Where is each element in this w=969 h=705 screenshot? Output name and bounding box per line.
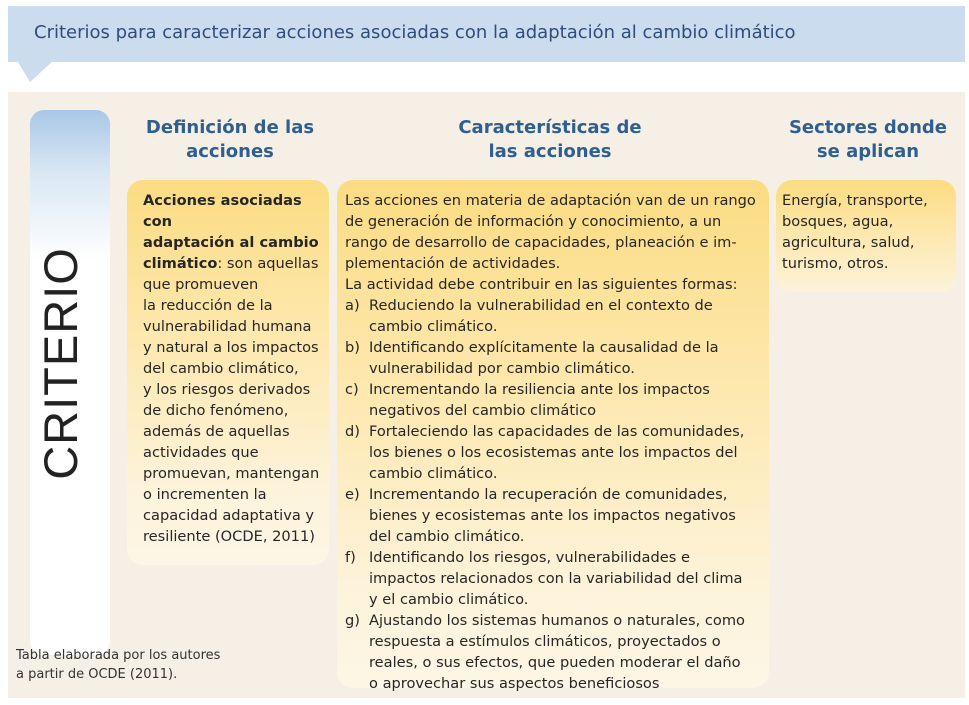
sectores-line: turismo, otros. (782, 255, 889, 272)
definicion-bold-line: Acciones asociadas con (143, 192, 302, 230)
item-text-line: impactos relacionados con la variabilidad del clima (369, 570, 743, 587)
page-title: Criterios para caracterizar acciones asociadas con la adaptación al cambio climático (34, 22, 796, 43)
definicion-line: capacidad adaptativa y (143, 507, 315, 524)
definicion-line: o incrementen la (143, 486, 267, 503)
definicion-line: del cambio climático, (143, 360, 299, 377)
header-sectores-line: se aplican (816, 141, 920, 162)
header-sectores (778, 116, 958, 164)
item-text-line: Identificando explícitamente la causalidad de la (369, 339, 719, 356)
footnote-line: Tabla elaborada por los autores (16, 648, 221, 663)
definicion-suffix: : son aquellas (217, 255, 319, 272)
item-text-line: Identificando los riesgos, vulnerabilidades e (369, 549, 690, 566)
header-sectores-line: Sectores donde (788, 117, 948, 138)
item-text-line: Incrementando la resiliencia ante los impactos (369, 381, 710, 398)
item-text-line: y el cambio climático. (369, 591, 529, 608)
item-text-line: vulnerabilidad por cambio climático. (369, 360, 635, 377)
item-text-line: los bienes o los ecosistemas ante los impactos del (369, 444, 738, 461)
header-definicion-line: acciones (186, 141, 274, 162)
item-text (369, 421, 744, 484)
criterio-label: CRITERIO (33, 246, 87, 480)
caracteristicas-intro-line: plementación de actividades. (345, 255, 561, 272)
definicion-line: actividades que (143, 444, 259, 461)
definicion-bold-line-with-suffix (143, 253, 321, 274)
item-text-line: respuesta a estímulos climáticos, proyectados o (369, 633, 721, 650)
caracteristicas-item (345, 379, 759, 421)
item-text-line: Fortaleciendo las capacidades de las comunidades, (369, 423, 745, 440)
caracteristicas-intro-line: La actividad debe contribuir en las siguientes formas: (345, 276, 738, 293)
sectores-line: Energía, transporte, (782, 192, 928, 209)
caracteristicas-item (345, 484, 759, 547)
item-text-line: Ajustando los sistemas humanos o naturales, como (369, 612, 745, 629)
item-text (369, 295, 713, 337)
item-text (369, 484, 736, 547)
caracteristicas-item (345, 337, 759, 379)
definicion-line: resiliente (OCDE, 2011) (143, 528, 315, 545)
definicion-line: promuevan, mantengan (143, 465, 320, 482)
header-caracteristicas-line: Características de (458, 117, 642, 138)
definicion-line: la reducción de la (143, 297, 273, 314)
definicion-line: y los riesgos derivados (143, 381, 311, 398)
definicion-line: que promueven (143, 276, 259, 293)
caracteristicas-box (337, 180, 769, 692)
criterio-label-wrap (20, 246, 100, 480)
item-label: b) (345, 339, 360, 356)
item-label: g) (345, 612, 360, 629)
definicion-line: y natural a los impactos (143, 339, 319, 356)
sectores-box (776, 180, 956, 292)
footnote (16, 646, 220, 684)
definicion-line: además de aquellas (143, 423, 290, 440)
item-text-line: o aprovechar sus aspectos beneficiosos (369, 675, 660, 692)
item-text-line: del cambio climático. (369, 528, 525, 545)
caracteristicas-intro-line: de generación de información y conocimiento, a un (345, 213, 722, 230)
sectores-line: agricultura, salud, (782, 234, 915, 251)
sectores-line: bosques, agua, (782, 213, 894, 230)
caracteristicas-item (345, 421, 759, 484)
definicion-box (127, 180, 329, 565)
item-text-line: reales, o sus efectos, que pueden moderar el daño (369, 654, 741, 671)
header-caracteristicas (400, 116, 700, 164)
item-label: e) (345, 486, 360, 503)
title-pointer (18, 62, 52, 82)
definicion-line: de dicho fenómeno, (143, 402, 289, 419)
header-definicion-line: Definición de las (145, 117, 315, 138)
caracteristicas-item (345, 610, 759, 694)
item-text (369, 610, 745, 694)
item-text-line: cambio climático. (369, 465, 498, 482)
header-definicion (130, 116, 330, 164)
definicion-bold-line: adaptación al cambio (143, 234, 319, 251)
item-text-line: Incrementando la recuperación de comunidades, (369, 486, 728, 503)
item-text (369, 337, 719, 379)
caracteristicas-item (345, 547, 759, 610)
caracteristicas-item (345, 295, 759, 337)
item-text-line: Reduciendo la vulnerabilidad en el contexto de (369, 297, 713, 314)
definicion-lines (143, 274, 321, 547)
sectores-lines (782, 190, 950, 274)
item-text (369, 547, 743, 610)
item-text-line: bienes y ecosistemas ante los impactos negativos (369, 507, 736, 524)
caracteristicas-intro (345, 190, 759, 295)
header-caracteristicas-line: las acciones (488, 141, 612, 162)
item-text-line: negativos del cambio climático (369, 402, 597, 419)
definicion-bold-word: climático (143, 255, 218, 272)
item-label: d) (345, 423, 360, 440)
definicion-line: vulnerabilidad humana (143, 318, 312, 335)
item-label: a) (345, 297, 360, 314)
item-label: f) (345, 549, 356, 566)
footnote-line: a partir de OCDE (2011). (16, 667, 178, 682)
item-label: c) (345, 381, 359, 398)
item-text (369, 379, 710, 421)
caracteristicas-intro-line: rango de desarrollo de capacidades, planeación e im- (345, 234, 737, 251)
caracteristicas-list (345, 295, 759, 694)
caracteristicas-intro-line: Las acciones en materia de adaptación van de un rango (345, 192, 756, 209)
item-text-line: cambio climático. (369, 318, 498, 335)
